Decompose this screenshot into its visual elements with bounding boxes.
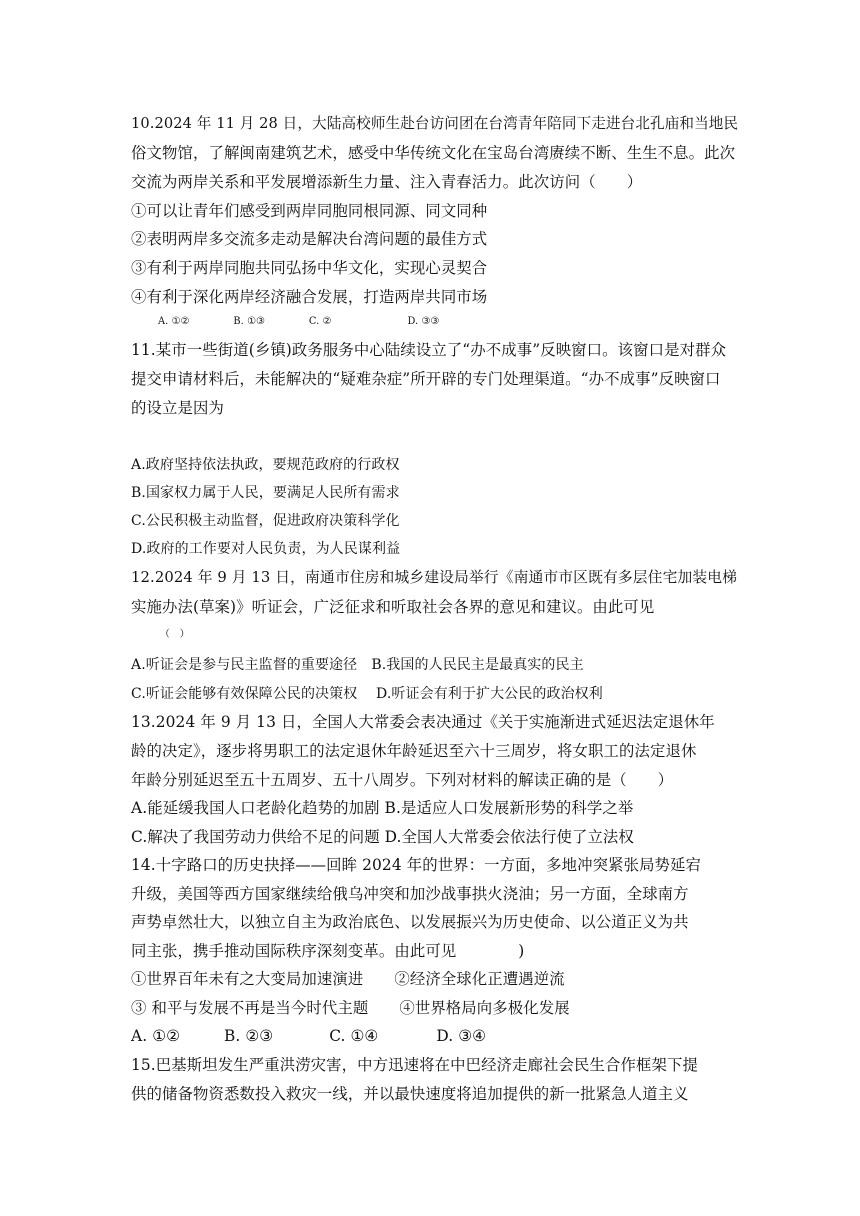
q12-choices-row-2: C.听证会能够有效保障公民的决策权 D.听证会有利于扩大公民的政治权利	[131, 686, 603, 702]
q13-choices-row-1: A.能延缓我国人口老龄化趋势的加剧 B.是适应人口发展新形势的科学之举	[131, 799, 634, 817]
q12-choices-row-1: A.听证会是参与民主监督的重要途径 B.我国的人民民主是最真实的民主	[131, 657, 584, 673]
q14-choice-a: A. ①②	[131, 1027, 180, 1045]
q11-stem-line-3: 的设立是因为	[131, 399, 224, 417]
q13-choices-row-2: C.解决了我国劳动力供给不足的问题 D.全国人大常委会依法行使了立法权	[131, 828, 634, 846]
q14-stem-line-1: 14.十字路口的历史抉择——回眸 2024 年的世界：一方面，多地冲突紧张局势延宕	[131, 856, 702, 874]
q14-stem-line-2: 升级，美国等西方国家继续给俄乌冲突和加沙战事拱火浇油；另一方面，全球南方	[131, 885, 689, 903]
q10-choice-c: C. ②	[308, 316, 332, 327]
q10-item-4: ④有利于深化两岸经济融合发展，打造两岸共同市场	[131, 288, 488, 306]
q11-choice-a: A.政府坚持依法执政，要规范政府的行政权	[131, 457, 400, 473]
q15-stem-line-1: 15.巴基斯坦发生严重洪涝灾害，中方迅速将在中巴经济走廊社会民生合作框架下提	[131, 1056, 698, 1074]
q11-choice-c: C.公民积极主动监督，促进政府决策科学化	[131, 513, 400, 529]
q14-choice-c: C. ①④	[329, 1027, 379, 1045]
q10-item-3: ③有利于两岸同胞共同弘扬中华文化，实现心灵契合	[131, 259, 488, 277]
q14-choice-d: D. ③④	[436, 1027, 486, 1045]
q14-items-row-1: ①世界百年未有之大变局加速演进 ②经济全球化正遭遇逆流	[131, 970, 565, 988]
q10-stem-line-3: 交流为两岸关系和平发展增添新生力量、注入青春活力。此次访问（ ）	[131, 173, 643, 191]
q14-choice-b: B. ②③	[224, 1027, 274, 1045]
q10-item-1: ①可以让青年们感受到两岸同胞同根同源、同文同种	[131, 202, 488, 220]
q11-stem-line-1: 11.某市一些街道(乡镇)政务服务中心陆续设立了“办不成事”反映窗口。该窗口是对群众	[131, 341, 727, 359]
q10-item-2: ②表明两岸多交流多走动是解决台湾问题的最佳方式	[131, 230, 488, 248]
q10-choice-a: A. ①②	[158, 316, 190, 327]
q13-stem-line-3: 年龄分别延迟至五十五周岁、五十八周岁。下列对材料的解读正确的是（ ）	[131, 771, 674, 789]
q12-answer-blank: （ ）	[160, 629, 190, 640]
q15-stem-line-2: 供的储备物资悉数投入救灾一线，并以最快速度将追加提供的新一批紧急人道主义	[131, 1085, 689, 1103]
q10-stem-line-2: 俗文物馆，了解闽南建筑艺术，感受中华传统文化在宝岛台湾赓续不断、生生不息。此次	[131, 144, 736, 162]
q14-items-row-2: ③ 和平与发展不再是当今时代主题 ④世界格局向多极化发展	[131, 999, 570, 1017]
q10-choices	[158, 312, 770, 332]
q12-stem-line-2: 实施办法(草案)》听证会，广泛征求和听取社会各界的意见和建议。由此可见	[131, 598, 655, 616]
q14-stem-line-4: 同主张，携手推动国际秩序深刻变革。由此可见 )	[131, 942, 525, 960]
q10-choice-d: D. ③③	[407, 316, 440, 327]
q11-choice-d: D.政府的工作要对人民负责，为人民谋利益	[131, 541, 401, 557]
q13-stem-line-1: 13.2024 年 9 月 13 日，全国人大常委会表决通过《关于实施渐进式延迟法定退休年	[131, 713, 715, 731]
q12-stem-line-1: 12.2024 年 9 月 13 日，南通市住房和城乡建设局举行《南通市市区既有多层住宅加装电梯	[131, 569, 738, 586]
q10-stem-line-1: 10.2024 年 11 月 28 日，大陆高校师生赴台访问团在台湾青年陪同下走进台北孔庙和当地民	[131, 115, 739, 132]
q13-stem-line-2: 龄的决定》，逐步将男职工的法定退休年龄延迟至六十三周岁，将女职工的法定退休	[131, 742, 697, 760]
q11-stem-line-2: 提交申请材料后，未能解决的“疑难杂症”所开辟的专门处理渠道。“办不成事”反映窗口	[131, 370, 721, 388]
q14-stem-line-3: 声势卓然壮大，以独立自主为政治底色、以发展振兴为历史使命、以公道正义为共	[131, 913, 689, 931]
q14-choices	[131, 1026, 743, 1046]
q11-choice-b: B.国家权力属于人民，要满足人民所有需求	[131, 485, 400, 501]
q10-choice-b: B. ①③	[233, 316, 265, 327]
